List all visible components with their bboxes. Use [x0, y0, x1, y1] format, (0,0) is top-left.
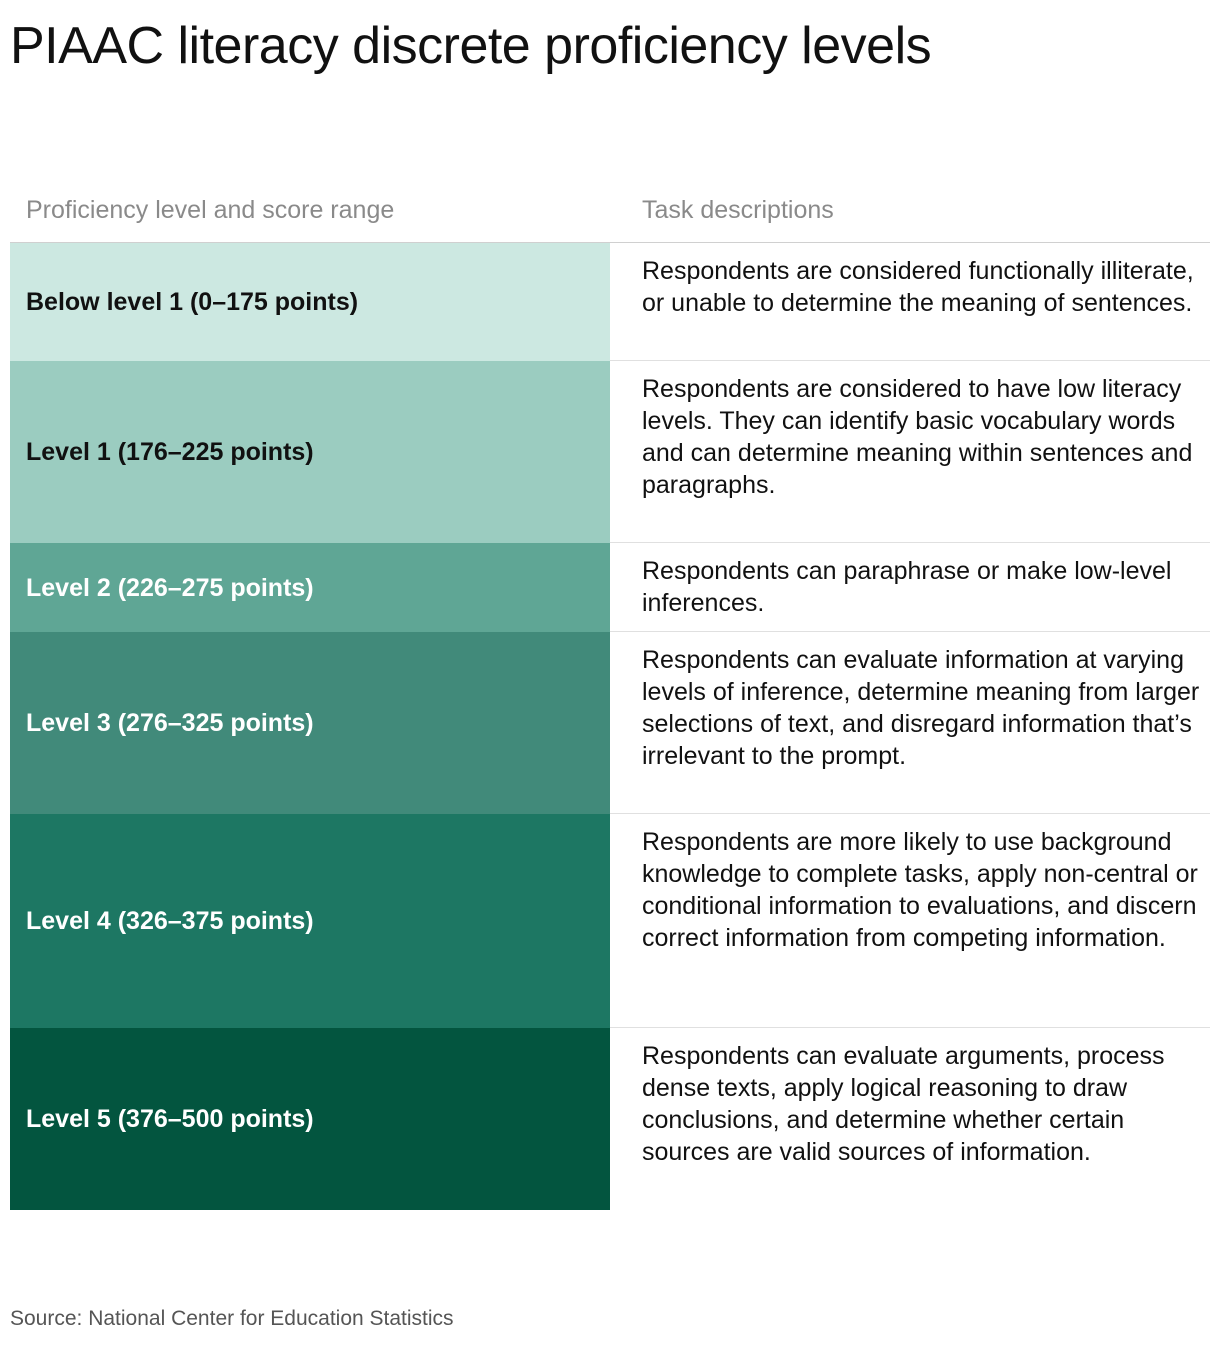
table-row [10, 632, 1210, 814]
level-cell: Level 2 (226–275 points) [10, 543, 610, 632]
description-cell: Respondents are considered to have low literacy levels. They can identify basic vocabulary words and can determine meaning within sentences and paragraphs. [610, 361, 1210, 543]
column-header-level: Proficiency level and score range [26, 196, 395, 224]
chart-title: PIAAC literacy discrete proficiency levels [10, 17, 932, 75]
table-row [10, 814, 1210, 1028]
description-cell: Respondents can evaluate information at varying levels of inference, determine meaning from larger selections of text, and disregard information that’s irrelevant to the prompt. [610, 632, 1210, 814]
level-cell: Level 1 (176–225 points) [10, 361, 610, 543]
table-row [10, 1028, 1210, 1210]
level-cell: Level 3 (276–325 points) [10, 632, 610, 814]
level-cell: Below level 1 (0–175 points) [10, 243, 610, 361]
description-cell: Respondents are considered functionally illiterate, or unable to determine the meaning of sentences. [610, 243, 1210, 361]
description-cell: Respondents can evaluate arguments, process dense texts, apply logical reasoning to draw conclusions, and determine whether certain sources are valid sources of information. [642, 1042, 1165, 1166]
table-row [10, 361, 1210, 543]
source-note: Source: National Center for Education Statistics [10, 1307, 454, 1330]
level-cell: Level 4 (326–375 points) [10, 814, 610, 1028]
description-cell: Respondents are more likely to use background knowledge to complete tasks, apply non-central or conditional information to evaluations, and discern correct information from competing information. [610, 814, 1210, 1028]
proficiency-table [10, 243, 1210, 1210]
level-cell: Level 5 (376–500 points) [10, 1028, 610, 1210]
table-row [10, 543, 1210, 632]
description-cell: Respondents can paraphrase or make low-level inferences. [610, 543, 1210, 632]
column-header-description: Task descriptions [642, 196, 834, 224]
table-row [10, 243, 1210, 361]
